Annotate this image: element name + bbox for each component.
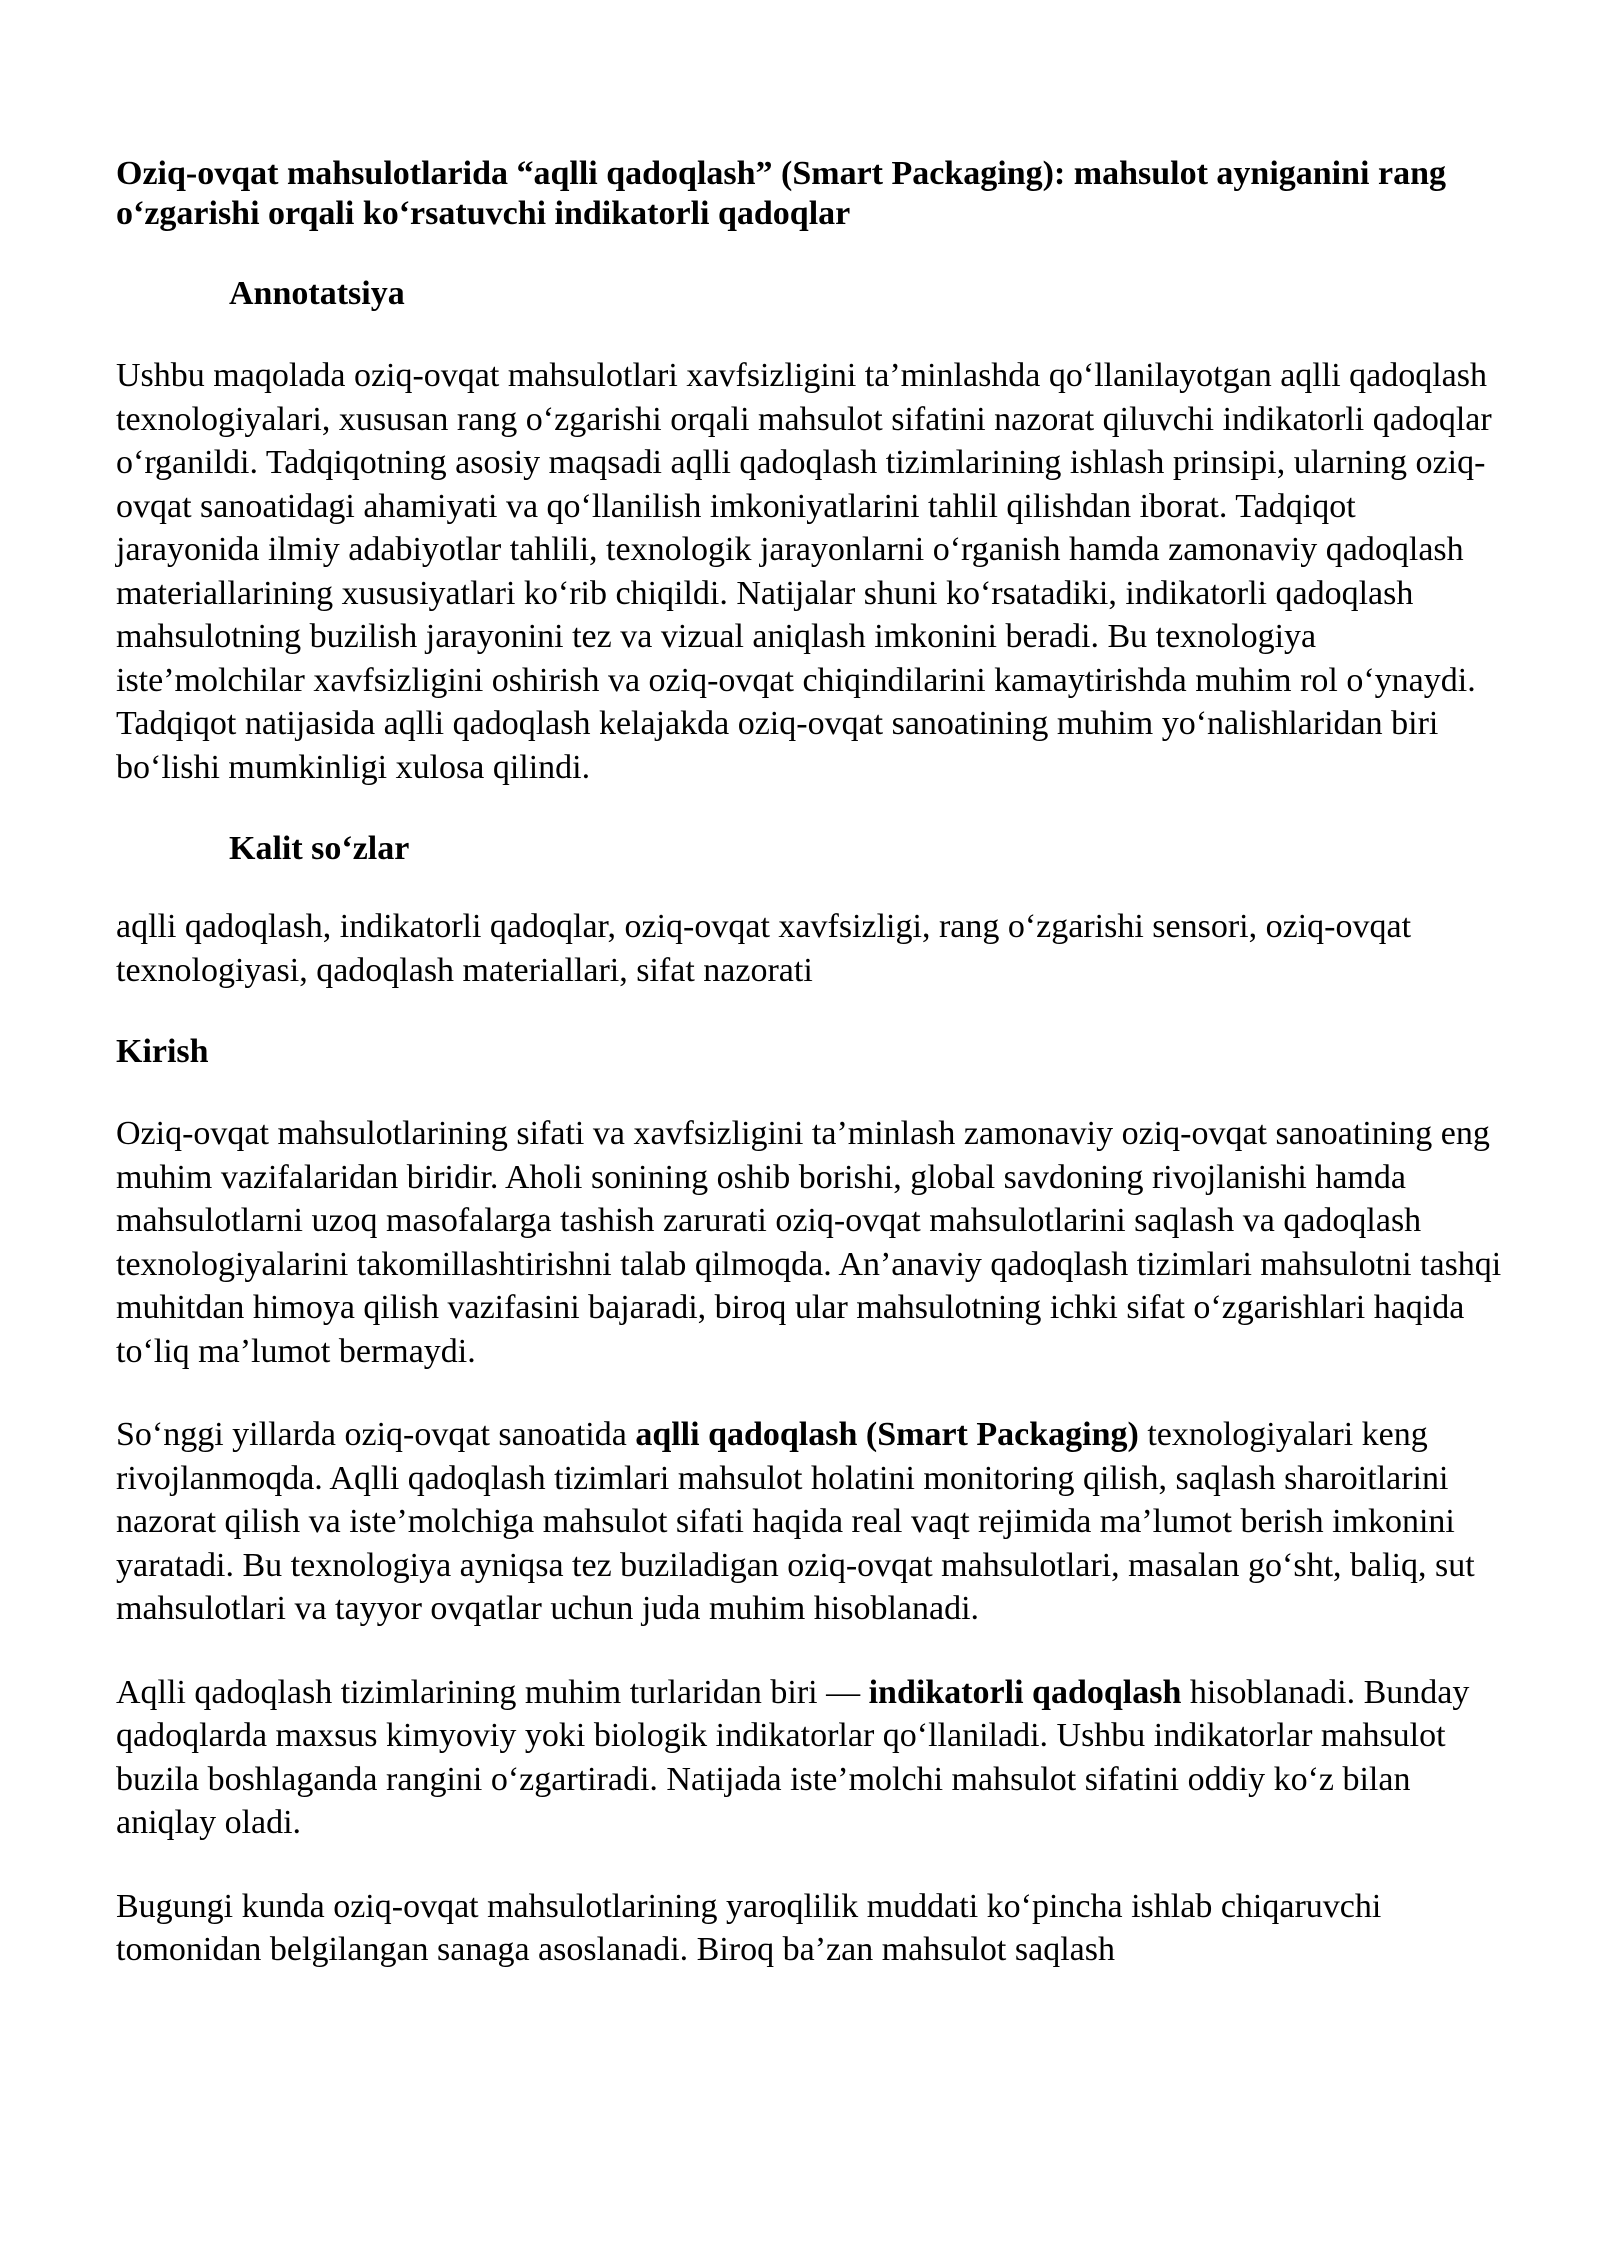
introduction-paragraph-2-start: So‘nggi yillarda oziq-ovqat sanoatida: [116, 1416, 636, 1453]
document-title: Oziq-ovqat mahsulotlarida “aqlli qadoqlash” (Smart Packaging): mahsulot ayniganini rang o‘zgarishi orqali ko‘rsatuvchi indikatorli qadoqlar: [116, 155, 1446, 232]
introduction-heading: Kirish: [116, 1033, 209, 1070]
introduction-paragraph-2-end: texnologiyalari keng rivojlanmoqda. Aqlli qadoqlash tizimlari mahsulot holatini monitoring qilish, saqlash sharoitlarini nazorat qilish va iste’molchiga mahsulot sifati haqida real vaqt rejimida ma’lumot berish imkonini yaratadi. Bu texnologiya ayniqsa tez buziladigan oziq-ovqat mahsulotlari, masalan go‘sht, baliq, sut mahsulotlari va tayyor ovqatlar uchun juda muhim hisoblanadi.: [116, 1416, 1475, 1627]
introduction-paragraph-3-end: hisoblanadi. Bunday qadoqlarda maxsus kimyoviy yoki biologik indikatorlar qo‘llaniladi. Ushbu indikatorlar mahsulot buzila boshlaganda rangini o‘zgartiradi. Natijada iste’molchi mahsulot sifatini oddiy ko‘z bilan aniqlay oladi.: [116, 1673, 1470, 1841]
introduction-paragraph-2: [116, 1413, 1506, 1631]
smart-packaging-term: aqlli qadoqlash (Smart Packaging): [635, 1416, 1139, 1453]
keywords-paragraph: aqlli qadoqlash, indikatorli qadoqlar, oziq-ovqat xavfsizligi, rang o‘zgarishi sensori, oziq-ovqat texnologiyasi, qadoqlash materiallari, sifat nazorati: [116, 908, 1412, 989]
document-page: [116, 154, 1506, 1972]
keywords-heading: Kalit so‘zlar: [229, 830, 410, 867]
introduction-paragraph-4: Bugungi kunda oziq-ovqat mahsulotlarining yaroqlilik muddati ko‘pincha ishlab chiqaruvchi tomonidan belgilangan sanaga asoslanadi. Biroq ba’zan mahsulot saqlash: [116, 1887, 1382, 1968]
indicator-packaging-term: indikatorli qadoqlash: [868, 1673, 1182, 1711]
introduction-paragraph-3: [116, 1671, 1506, 1845]
introduction-paragraph-1: Oziq-ovqat mahsulotlarining sifati va xavfsizligini ta’minlash zamonaviy oziq-ovqat sanoatining eng muhim vazifalaridan biridir. Aholi sonining oshib borishi, global savdoning rivojlanishi hamda mahsulotlarni uzoq masofalarga tashish zarurati oziq-ovqat mahsulotlarini saqlash va qadoqlash texnologiyalarini takomillashtirishni talab qilmoqda. An’anaviy qadoqlash tizimlari mahsulotni tashqi muhitdan himoya qilish vazifasini bajaradi, biroq ular mahsulotning ichki sifat o‘zgarishlari haqida to‘liq ma’lumot bermaydi.: [116, 1115, 1502, 1370]
introduction-paragraph-3-start: Aqlli qadoqlash tizimlarining muhim turlaridan biri —: [116, 1673, 869, 1711]
annotation-paragraph: Ushbu maqolada oziq-ovqat mahsulotlari xavfsizligini ta’minlashda qo‘llanilayotgan aqlli qadoqlash texnologiyalari, xususan rang o‘zgarishi orqali mahsulot sifatini nazorat qiluvchi indikatorli qadoqlar o‘rganildi. Tadqiqotning asosiy maqsadi aqlli qadoqlash tizimlarining ishlash prinsipi, ularning oziq-ovqat sanoatidagi ahamiyati va qo‘llanilish imkoniyatlarini tahlil qilishdan iborat. Tadqiqot jarayonida ilmiy adabiyotlar tahlili, texnologik jarayonlarni o‘rganish hamda zamonaviy qadoqlash materiallarining xususiyatlari ko‘rib chiqildi. Natijalar shuni ko‘rsatadiki, indikatorli qadoqlash mahsulotning buzilish jarayonini tez va vizual aniqlash imkonini beradi. Bu texnologiya iste’molchilar xavfsizligini oshirish va oziq-ovqat chiqindilarini kamaytirishda muhim rol o‘ynaydi. Tadqiqot natijasida aqlli qadoqlash kelajakda oziq-ovqat sanoatining muhim yo‘nalishlaridan biri bo‘lishi mumkinligi xulosa qilindi.: [116, 357, 1492, 786]
annotation-heading: Annotatsiya: [229, 275, 405, 312]
